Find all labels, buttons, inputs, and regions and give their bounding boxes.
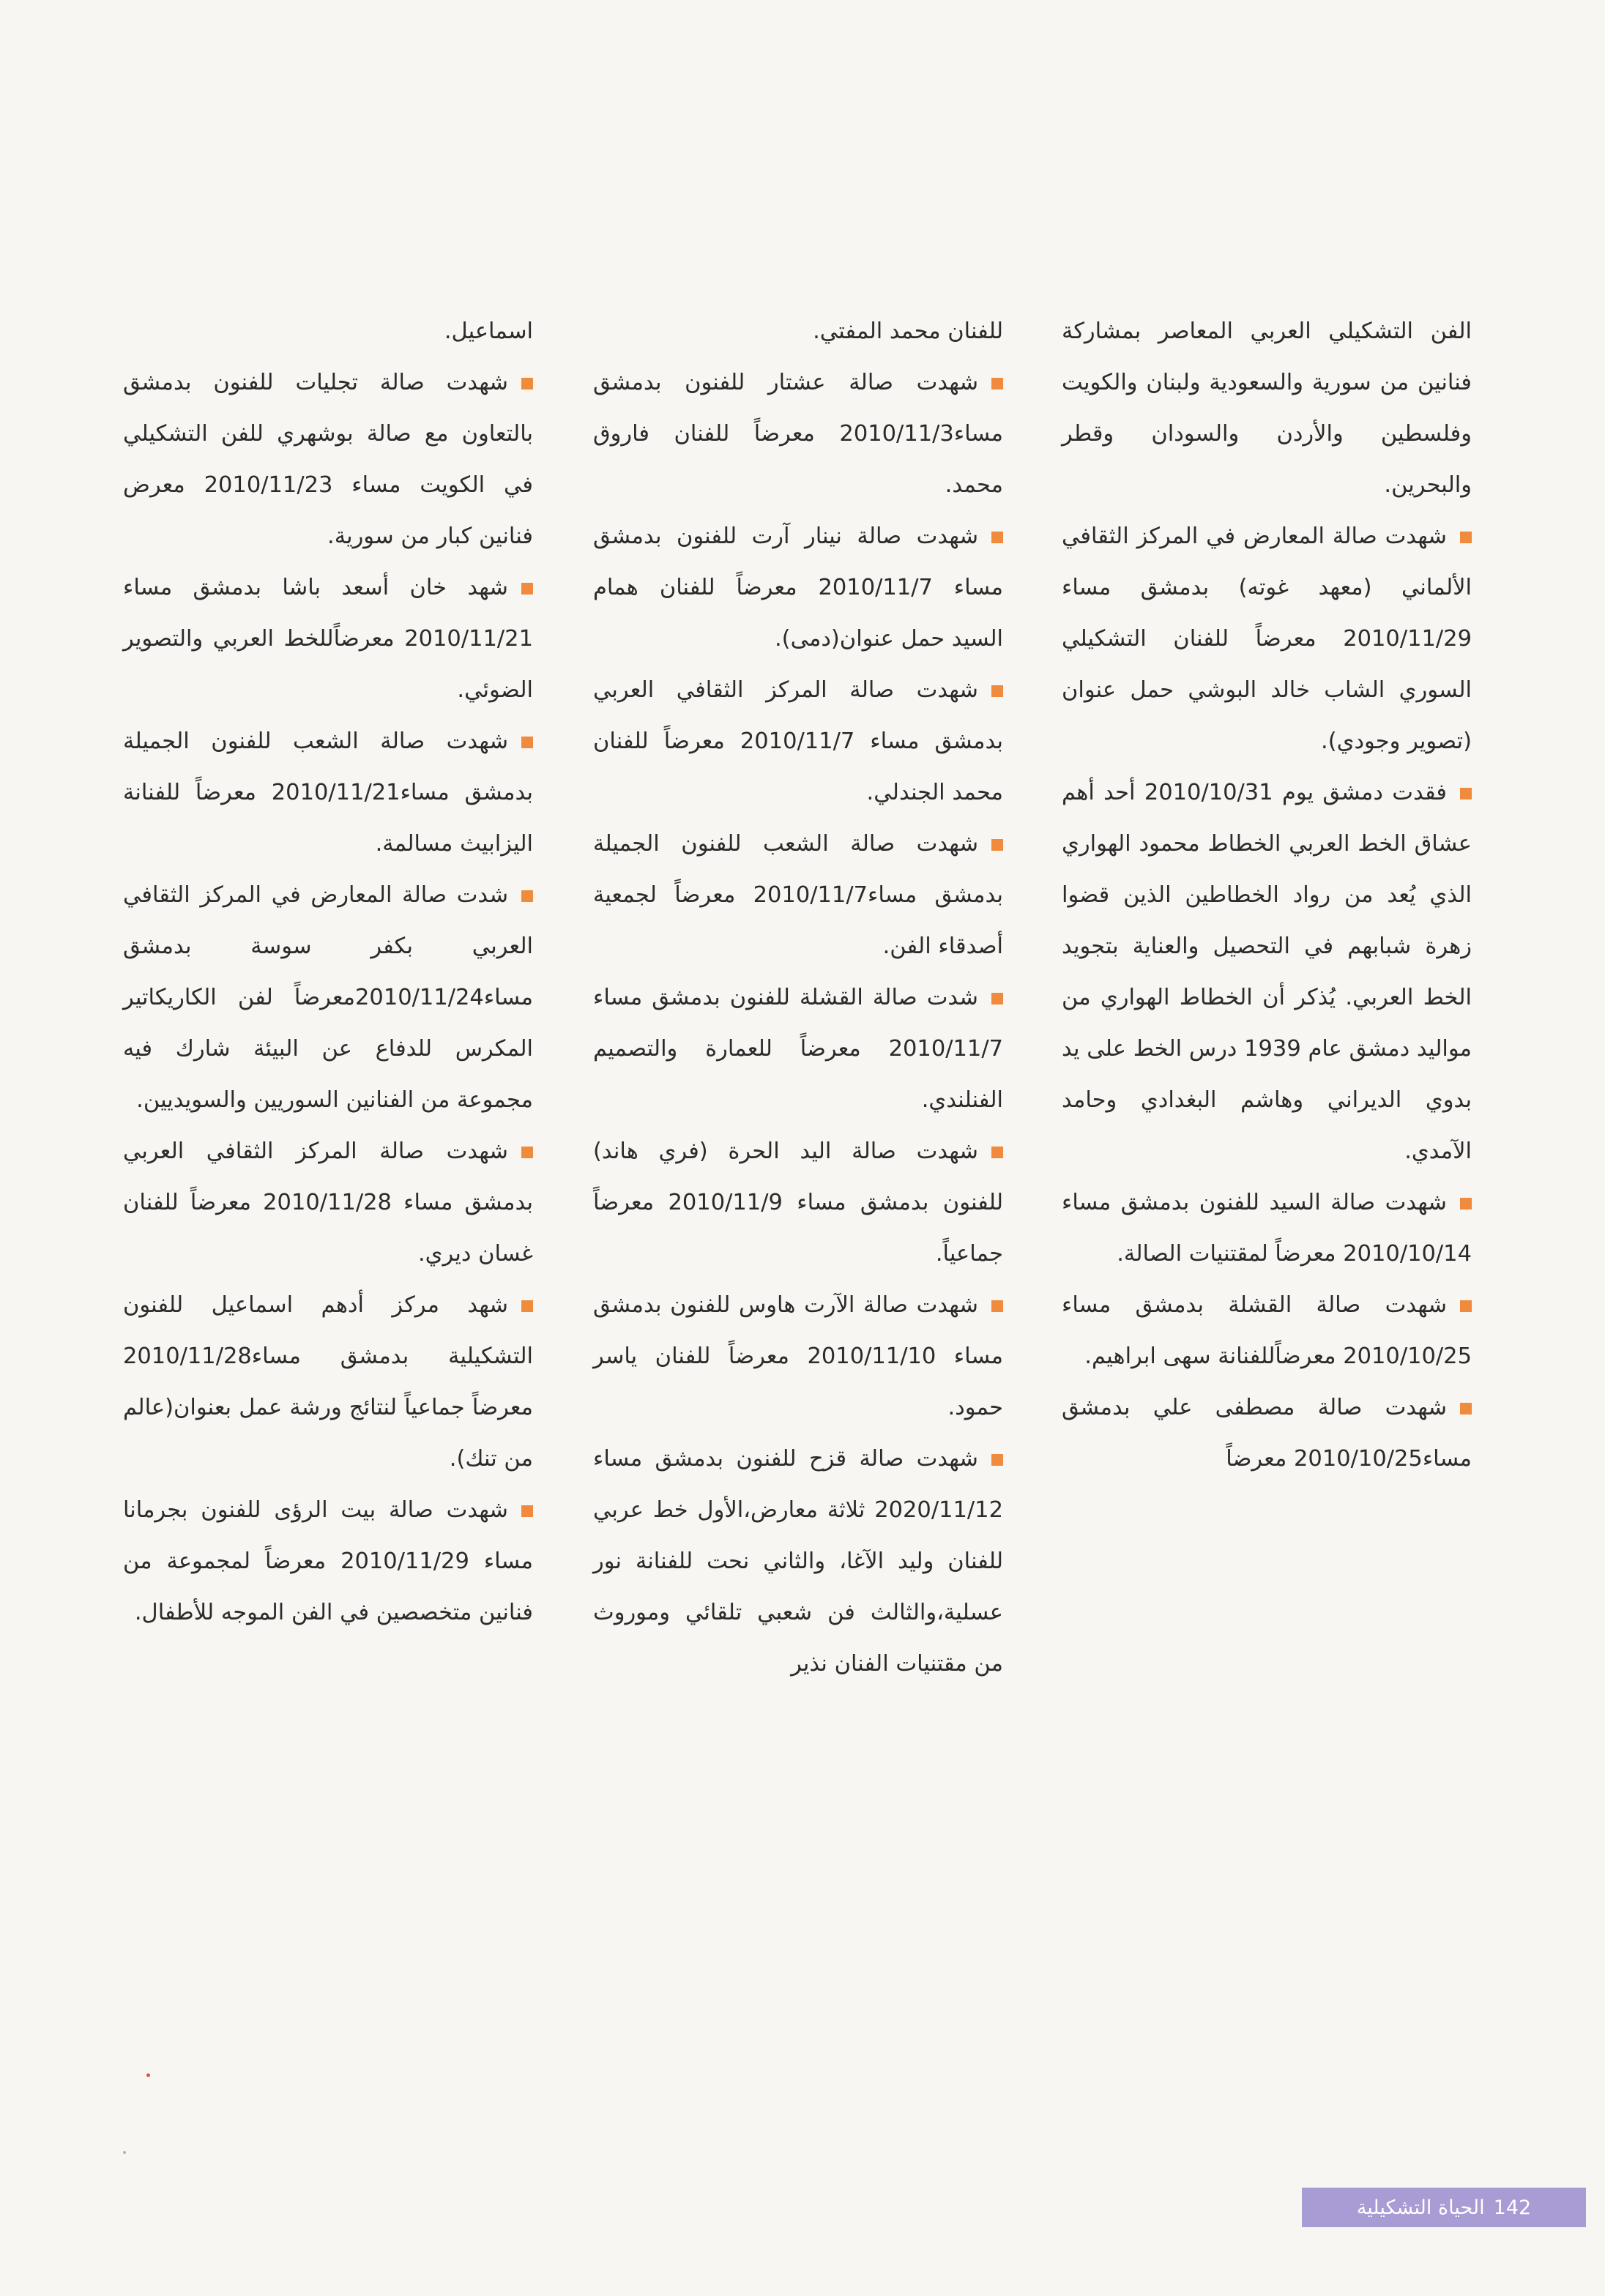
page-number: 142 xyxy=(1493,2196,1532,2219)
news-item: شهدت صالة المركز الثقافي العربي بدمشق مساء 2010/11/7 معرضاً للفنان محمد الجندلي. xyxy=(593,665,1003,819)
magazine-title: الحياة التشكيلية xyxy=(1356,2196,1485,2219)
paragraph: للفنان محمد المفتي. xyxy=(813,318,1003,344)
article-column-right xyxy=(1062,306,1472,1485)
print-speck xyxy=(146,2073,150,2077)
news-item: شهد خان أسعد باشا بدمشق مساء 2010/11/21 معرضاًللخط العربي والتصوير الضوئي. xyxy=(123,562,533,716)
article-column-left xyxy=(123,306,533,1639)
news-item: شهدت صالة السيد للفنون بدمشق مساء 2010/10/14 معرضاً لمقتنيات الصالة. xyxy=(1062,1177,1472,1280)
news-item: شهدت صالة المركز الثقافي العربي بدمشق مساء 2010/11/28 معرضاً للفنان غسان ديري. xyxy=(123,1126,533,1280)
news-item: شهد مركز أدهم اسماعيل للفنون التشكيلية بدمشق مساء2010/11/28 معرضاً جماعياً لنتائج ورشة عمل بعنوان(عالم من تنك). xyxy=(123,1280,533,1485)
news-item: شهدت صالة القشلة بدمشق مساء 2010/10/25 معرضاًللفنانة سهى ابراهيم. xyxy=(1062,1280,1472,1382)
paragraph: الفن التشكيلي العربي المعاصر بمشاركة فنانين من سورية والسعودية ولبنان والكويت وفلسطين والأردن والسودان وقطر والبحرين. xyxy=(1062,318,1472,498)
news-item: شهدت صالة مصطفى علي بدمشق مساء2010/10/25 معرضاً xyxy=(1062,1382,1472,1485)
news-item: شهدت صالة عشتار للفنون بدمشق مساء2010/11/3 معرضاً للفنان فاروق محمد. xyxy=(593,357,1003,511)
news-item: شهدت صالة الشعب للفنون الجميلة بدمشق مساء2010/11/7 معرضاً لجمعية أصدقاء الفن. xyxy=(593,819,1003,972)
news-item: شهدت صالة اليد الحرة (فري هاند) للفنون بدمشق مساء 2010/11/9 معرضاً جماعياً. xyxy=(593,1126,1003,1280)
article-column-middle xyxy=(593,306,1003,1690)
news-item: شهدت صالة بيت الرؤى للفنون بجرمانا مساء 2010/11/29 معرضاً لمجموعة من فنانين متخصصين في الفن الموجه للأطفال. xyxy=(123,1485,533,1639)
news-item: شدت صالة المعارض في المركز الثقافي العربي بكفر سوسة بدمشق مساء2010/11/24معرضاً لفن الكاريكاتير المكرس للدفاع عن البيئة شارك فيه مجموعة من الفنانين السوريين والسويديين. xyxy=(123,870,533,1126)
news-item: شهدت صالة المعارض في المركز الثقافي الألماني (معهد غوته) بدمشق مساء 2010/11/29 معرضاً للفنان التشكيلي السوري الشاب خالد البوشي حمل عنوان (تصوير وجودي). xyxy=(1062,511,1472,767)
news-item: شهدت صالة الشعب للفنون الجميلة بدمشق مساء2010/11/21 معرضاً للفنانة اليزابيث مسالمة. xyxy=(123,716,533,870)
news-item: شهدت صالة نينار آرت للفنون بدمشق مساء 2010/11/7 معرضاً للفنان همام السيد حمل عنوان(دمى). xyxy=(593,511,1003,665)
paragraph: اسماعيل. xyxy=(444,318,533,344)
news-item: شهدت صالة الآرت هاوس للفنون بدمشق مساء 2010/11/10 معرضاً للفنان ياسر حمود. xyxy=(593,1280,1003,1434)
news-item: شدت صالة القشلة للفنون بدمشق مساء 2010/11/7 معرضاً للعمارة والتصميم الفنلندي. xyxy=(593,972,1003,1126)
news-item: فقدت دمشق يوم 2010/10/31 أحد أهم عشاق الخط العربي الخطاط محمود الهواري الذي يُعد من رواد الخطاطين الذين قضوا زهرة شبابهم في التحصيل والعناية بتجويد الخط العربي. يُذكر أن الخطاط الهواري من مواليد دمشق عام 1939 درس الخط على يد بدوي الديراني وهاشم البغدادي وحامد الآمدي. xyxy=(1062,767,1472,1177)
page-footer xyxy=(1302,2188,1586,2227)
news-item: شهدت صالة قزح للفنون بدمشق مساء 2020/11/12 ثلاثة معارض،الأول خط عربي للفنان وليد الآغا، والثاني نحت للفنانة نور عسلية،والثالث فن شعبي تلقائي وموروث من مقتنيات الفنان نذير xyxy=(593,1434,1003,1690)
news-item: شهدت صالة تجليات للفنون بدمشق بالتعاون مع صالة بوشهري للفن التشكيلي في الكويت مساء 2010/11/23 معرض فنانين كبار من سورية. xyxy=(123,357,533,562)
print-speck xyxy=(123,2151,126,2154)
